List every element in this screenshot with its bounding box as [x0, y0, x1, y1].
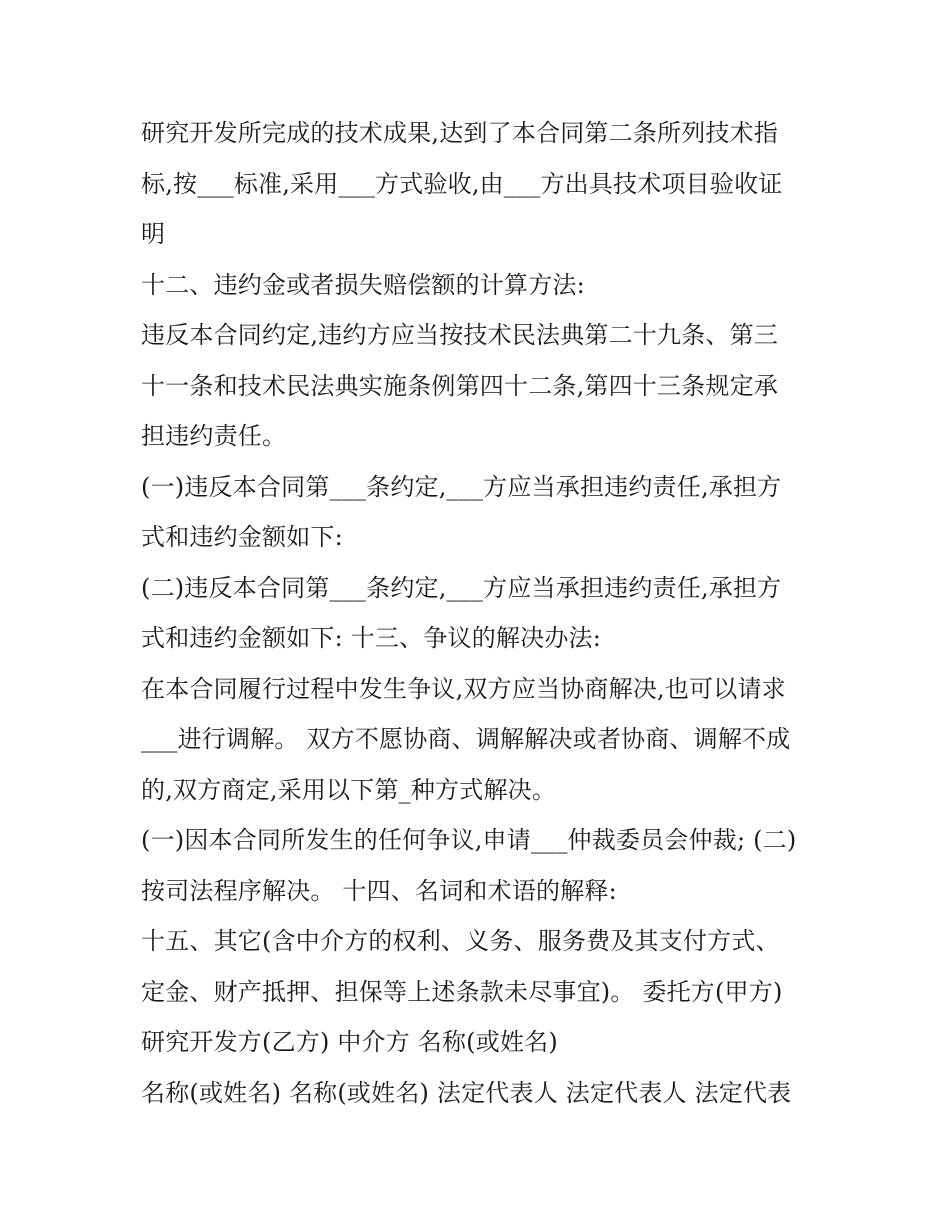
text-line: (一)违反本合同第___条约定,___方应当承担违约责任,承担方	[141, 472, 782, 501]
text-line: 研究开发方(乙方) 中介方 名称(或姓名)	[141, 1028, 558, 1056]
section-heading-12: 十二、违约金或者损失赔偿额的计算方法:	[141, 270, 585, 299]
text-line: ___进行调解。 双方不愿协商、调解解决或者协商、调解不成	[141, 725, 791, 753]
text-line: 担违约责任。	[141, 422, 287, 450]
text-line: 按司法程序解决。 十四、名词和术语的解释:	[141, 876, 617, 905]
text-line: 明	[141, 220, 166, 248]
text-line: 在本合同履行过程中发生争议,双方应当协商解决,也可以请求	[141, 674, 786, 703]
text-line: (一)因本合同所发生的任何争议,申请___仲裁委员会仲裁; (二)	[141, 826, 797, 854]
text-line: 式和违约金额如下:	[141, 523, 343, 551]
text-line: 式和违约金额如下: 十三、争议的解决办法:	[141, 624, 601, 652]
text-line: 的,双方商定,采用以下第_种方式解决。	[141, 775, 557, 804]
text-line: 标,按___标准,采用___方式验收,由___方出具技术项目验收证	[141, 169, 783, 198]
text-line: 十一条和技术民法典实施条例第四十二条,第四十三条规定承	[141, 371, 779, 400]
text-line: 名称(或姓名) 名称(或姓名) 法定代表人 法定代表人 法定代表	[141, 1078, 792, 1107]
text-line: 十五、其它(含中介方的权利、义务、服务费及其支付方式、	[141, 927, 780, 955]
text-line: (二)违反本合同第___条约定,___方应当承担违约责任,承担方	[141, 573, 782, 602]
text-line: 研究开发所完成的技术成果,达到了本合同第二条所列技术指	[141, 119, 779, 147]
contract-text-block	[141, 108, 821, 1118]
text-line: 违反本合同约定,违约方应当按技术民法典第二十九条、第三	[141, 321, 779, 349]
text-line: 定金、财产抵押、担保等上述条款未尽事宜)。 委托方(甲方)	[141, 977, 783, 1006]
